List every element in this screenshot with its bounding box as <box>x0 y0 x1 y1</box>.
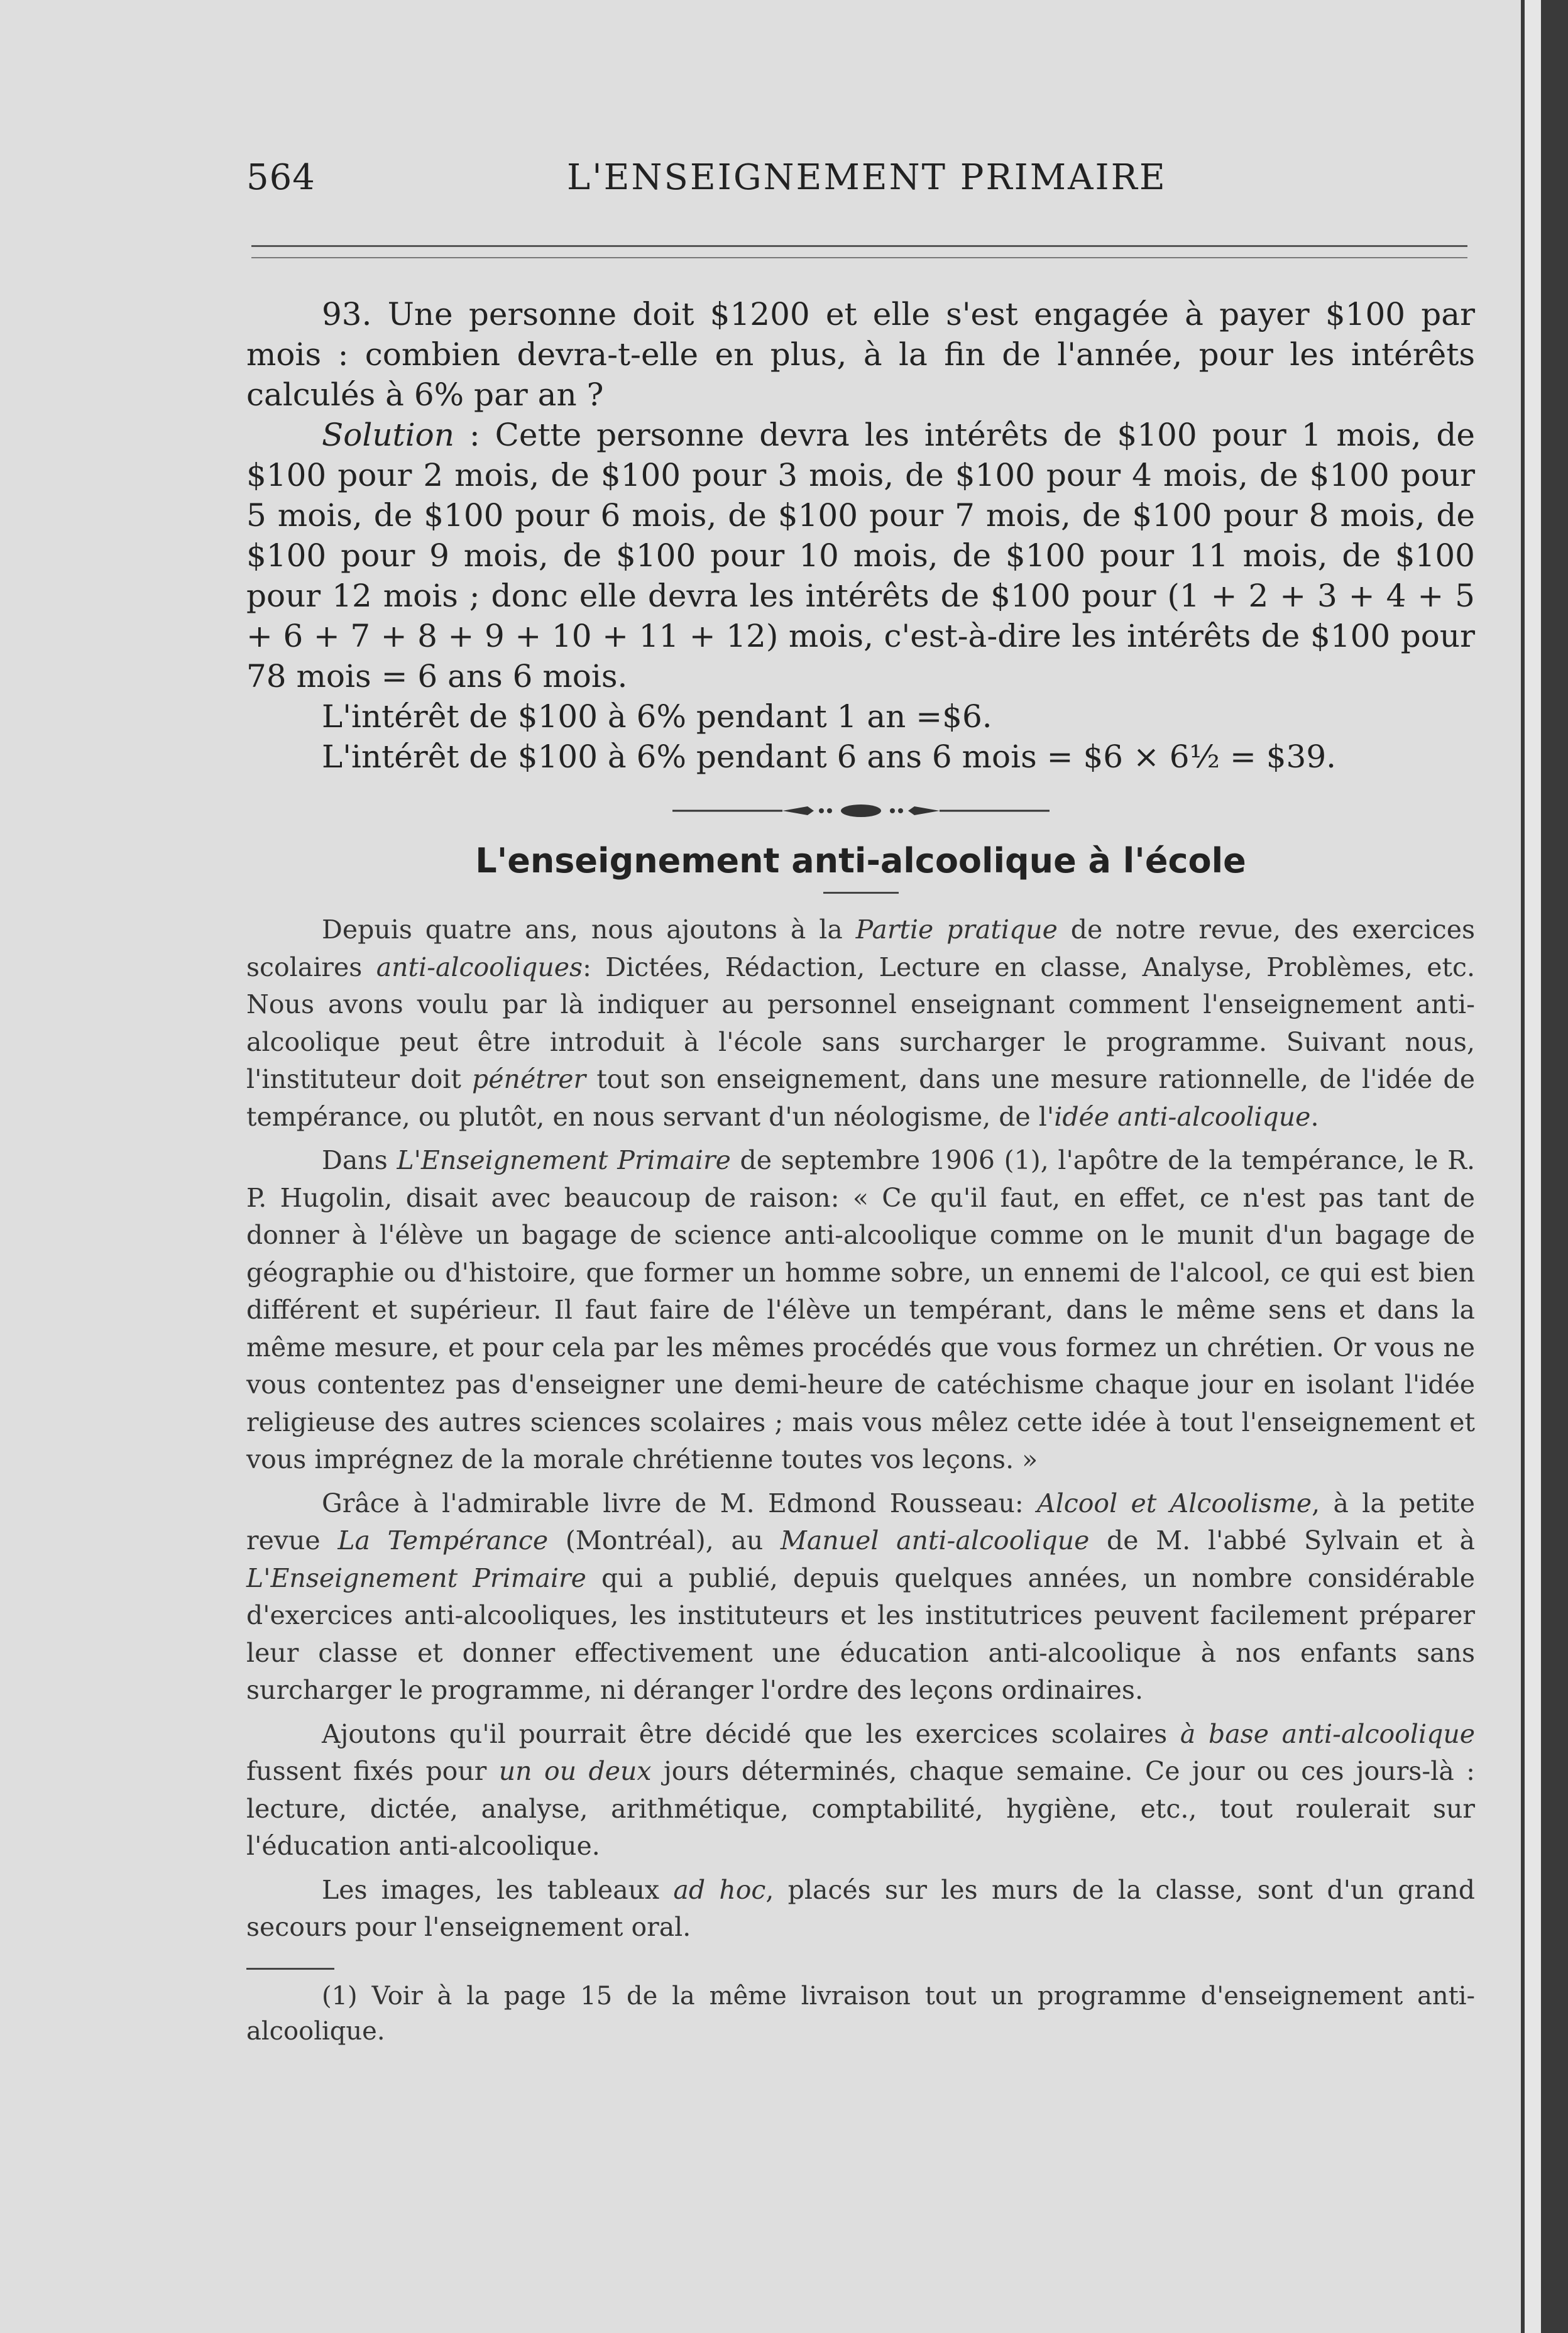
paragraph-2 <box>246 1142 1475 1479</box>
paragraph-2-text-c: de septembre 1906 (1), l'apôtre de la tempérance, le R. P. Hugolin, disait avec beaucoup de raison: « Ce qu'il faut, en effet, ce n'est pas tant de donner à l'élève un bagage de science anti-alcoolique comme on le munit d'un bagage de géographie ou d'histoire, que former un homme sobre, un ennemi de l'alcool, ce qui est bien différent et supérieur. Il faut faire de l'élève un tempérant, dans le même sens et dans la même mesure, et pour cela par les mêmes procédés que vous formez un chrétien. Or vous ne vous contentez pas d'enseigner une demi-heure de catéchisme chaque jour en isolant l'idée religieuse des autres sciences scolaires ; mais vous mêlez cette idée à tout l'enseignement et vous imprégnez de la morale chrétienne toutes vos leçons. » <box>246 1145 1476 1474</box>
problem-solution <box>246 415 1475 696</box>
paragraph-1-text-a: Depuis quatre ans, nous ajoutons à la <box>322 914 856 945</box>
solution-text: : Cette personne devra les intérêts de $100 pour 1 mois, de $100 pour 2 mois, de $100 pour 3 mois, de $100 pour 4 mois, de $100 pour 5 mois, de $100 pour 6 mois, de $100 pour 7 mois, de $100 pour 8 mois, de $100 pour 9 mois, de $100 pour 10 mois, de $100 pour 11 mois, de $100 pour 12 mois ; donc elle devra les intérêts de $100 pour (1 + 2 + 3 + 4 + 5 + 6 + 7 + 8 + 9 + 10 + 11 + 12) mois, c'est-à-dire les intérêts de $100 pour 78 mois = 6 ans 6 mois. <box>246 417 1475 694</box>
binding-edge <box>1521 0 1568 2333</box>
paragraph-3-italic-h: L'Enseignement Primaire <box>246 1562 586 1593</box>
paragraph-1-italic-f: pénétrer <box>472 1064 586 1094</box>
footnote-rule <box>246 1968 334 1970</box>
section-title: L'enseignement anti-alcoolique à l'école <box>475 841 1246 881</box>
paragraph-3-italic-f: Manuel anti-alcoolique <box>780 1525 1090 1556</box>
paragraph-3-text-a: Grâce à l'admirable livre de M. Edmond Rousseau: <box>322 1488 1038 1518</box>
paragraph-4-italic-b: à base anti-alcoolique <box>1180 1718 1476 1749</box>
paragraph-3-text-i: qui a publié, depuis quelques années, un nombre considérable d'exercices anti-alcooliques, les instituteurs et les institutrices peuvent facilement préparer leur classe et donner effectivement une éducation anti-alcoolique à nos enfants sans surcharger le programme, ni déranger l'ordre des leçons ordinaires. <box>246 1562 1475 1705</box>
paragraph-3-text-e: (Montréal), au <box>548 1525 781 1556</box>
paragraph-3-italic-d: La Tempérance <box>337 1525 549 1556</box>
paragraph-5-text-c: , placés sur les murs de la classe, sont d'un grand secours pour l'enseignement oral. <box>246 1874 1476 1942</box>
paragraph-2-italic-b: L'Enseignement Primaire <box>397 1145 731 1175</box>
paragraph-3 <box>246 1485 1475 1710</box>
adjacent-page-strip <box>1525 0 1541 2333</box>
footnote: (1) Voir à la page 15 de la même livraison tout un programme d'enseignement anti-alcoolique. <box>246 1981 1475 2046</box>
title-rule <box>823 892 899 894</box>
solution-label: Solution <box>322 417 454 453</box>
page-number: 564 <box>246 157 315 198</box>
paragraph-4 <box>246 1716 1475 1865</box>
paragraph-5 <box>246 1872 1475 1946</box>
paragraph-3-text-g: de M. l'abbé Sylvain et à <box>1089 1525 1475 1556</box>
math-problem <box>246 294 1475 777</box>
header-rule <box>251 245 1467 258</box>
section-ornament <box>672 798 1050 823</box>
paragraph-1-text-e: : Dictées, Rédaction, Lecture en classe, Analyse, Problèmes, etc. Nous avons voulu par là indiquer au personnel enseignant comment l'enseignement anti-alcoolique peut être introduit à l'école sans surcharger le programme. Suivant nous, l'instituteur doit <box>246 952 1476 1094</box>
calculation-line-2: L'intérêt de $100 à 6% pendant 6 ans 6 mois = $6 × 6½ = $39. <box>322 738 1337 775</box>
paragraph-2-text-a: Dans <box>322 1145 397 1175</box>
paragraph-4-text-e: jours déterminés, chaque semaine. Ce jour ou ces jours-là : lecture, dictée, analyse, arithmétique, comptabilité, hygiène, etc., tout roulerait sur l'éducation anti-alcoolique. <box>246 1756 1475 1861</box>
paragraph-1-text-c: de notre revue, des exercices scolaires <box>246 914 1475 982</box>
paragraph-4-text-c: fussent fixés pour <box>246 1756 499 1786</box>
article-body <box>246 911 1475 1946</box>
paragraph-1-italic-h: idée anti-alcoolique <box>1054 1101 1311 1132</box>
calculation-line-1: L'intérêt de $100 à 6% pendant 1 an =$6. <box>322 698 992 735</box>
paragraph-4-italic-d: un ou deux <box>498 1756 652 1786</box>
paragraph-5-text-a: Les images, les tableaux <box>322 1874 674 1905</box>
paragraph-1 <box>246 911 1475 1136</box>
problem-statement: 93. Une personne doit $1200 et elle s'est engagée à payer $100 par mois : combien devra-t-elle en plus, à la fin de l'année, pour les intérêts calculés à 6% par an ? <box>246 296 1475 413</box>
paragraph-3-text-c: , à la petite revue <box>246 1488 1475 1556</box>
paragraph-4-text-a: Ajoutons qu'il pourrait être décidé que les exercices scolaires <box>322 1718 1180 1749</box>
paragraph-1-italic-b: Partie pratique <box>855 914 1058 945</box>
running-title: L'ENSEIGNEMENT PRIMAIRE <box>567 157 1167 198</box>
paragraph-3-italic-b: Alcool et Alcoolisme <box>1037 1488 1312 1518</box>
page-content <box>246 294 1475 2049</box>
paragraph-1-italic-d: anti-alcooliques <box>376 952 583 982</box>
paragraph-1-text-g: tout son enseignement, dans une mesure rationnelle, de l'idée de tempérance, ou plutôt, en nous servant d'un néologisme, de l' <box>246 1064 1475 1132</box>
page-header <box>246 157 1469 214</box>
paragraph-5-italic-b: ad hoc <box>673 1874 766 1905</box>
paragraph-1-text-i: . <box>1310 1101 1319 1132</box>
